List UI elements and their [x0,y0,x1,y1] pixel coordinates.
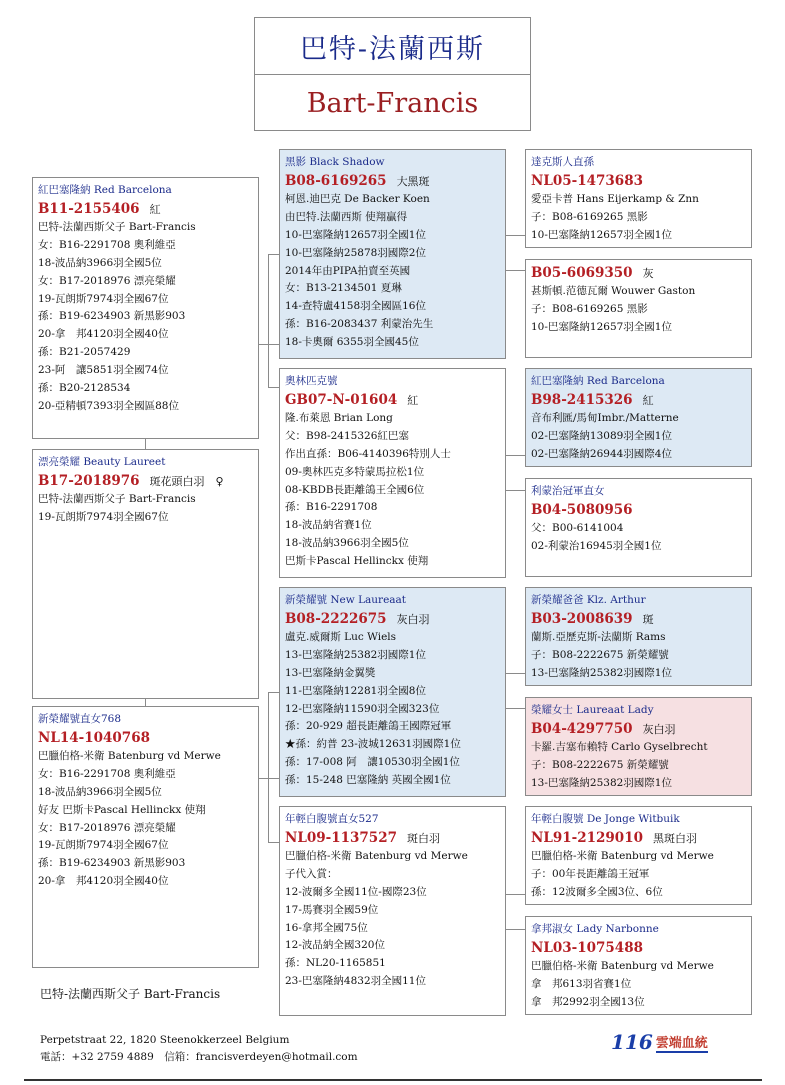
address: Perpetstraat 22, 1820 Steenokkerzeel Belgium [40,1034,290,1046]
pigeon-card-sib-dam [279,806,506,1016]
record-line: 女：B17-2018976 漂亮榮耀 [38,274,176,287]
record-line: 20-拿 邦4120羽全國40位 [38,875,169,888]
record-line: 16-拿邦全國75位 [285,921,368,934]
record-line: 09-奧林匹克多特蒙馬拉松1位 [285,465,425,478]
record-line: 12-波品納全國320位 [285,939,385,952]
record-line: 子：00年長距離鴿王冠軍 [531,867,650,880]
ring-number: B08-6169265 [285,172,387,189]
record-line: 愛亞卡普 Hans Eijerkamp & Znn [531,192,699,205]
record-line: 18-波品納省賽1位 [285,519,372,532]
ring-number: B98-2415326 [531,391,633,408]
record-line: 拿 邦613羽省賽1位 [531,977,632,990]
pigeon-card-sib-sire-dam [525,697,752,796]
record-line: 13-巴塞隆納25382羽國際1位 [285,648,426,661]
page-title-en: Bart-Francis [306,88,479,119]
record-line: 孫：15-248 巴塞隆納 英國全國1位 [285,774,451,787]
ring-number: NL03-1075488 [531,939,643,956]
record-line: 子：B08-2222675 新榮耀號 [531,648,669,661]
pigeon-card-sib-sire-sire [525,587,752,686]
ring-number: NL05-1473683 [531,172,643,189]
connector-line [506,708,525,709]
record-line: 02-巴塞隆納26944羽國際4位 [531,447,672,460]
record-line: 2014年由PIPA拍賣至英國 [285,264,411,277]
connector-line [506,235,525,236]
pigeon-name: 黑影 Black Shadow [285,156,385,168]
ring-row [531,939,746,958]
record-line: 好友 巴斯卡Pascal Hellinckx 使翔 [38,803,206,816]
title-box [254,17,531,131]
ring-row [531,172,746,191]
connector-line [145,699,146,706]
footer-divider [24,1079,762,1081]
ring-row [531,829,746,848]
ring-row [38,200,253,219]
record-line: 子代入賞： [285,867,338,880]
record-line: 08-KBDB長距離鴿王全國6位 [285,483,425,496]
record-line: 音布利匯/馬甸Imbr./Matterne [531,411,679,424]
record-line: 拿 邦2992羽全國13位 [531,995,645,1008]
ring-row [285,391,500,410]
record-line: 13-巴塞隆納25382羽國際1位 [531,666,672,679]
logo-text: 雲端血統 [656,1032,708,1053]
record-line: 女：B16-2291708 奧利維亞 [38,767,176,780]
connector-line [506,673,525,674]
pigeon-name: 新榮耀號直女768 [38,713,122,725]
record-line: 蘭斯.亞歷克斯-法蘭斯 Rams [531,630,666,643]
pigeon-name: 年輕白腹號直女527 [285,813,379,825]
record-line: 孫：B16-2083437 利蒙治先生 [285,318,434,331]
ring-row [285,610,500,629]
record-line: 19-瓦朗斯7974羽全國67位 [38,292,169,305]
pigeon-color: 斑白羽 [406,831,440,845]
record-line: 孫：B21-2057429 [38,346,131,359]
ring-number: B11-2155406 [38,200,140,217]
record-line: 12-巴塞隆納11590羽全國323位 [285,702,440,715]
record-line: 盧克.威爾斯 Luc Wiels [285,630,397,643]
record-line: 孫：12波爾多全國3位、6位 [531,885,663,898]
record-line: 13-巴塞隆納金翼獎 [285,666,376,679]
pigeon-name: 拿邦淑女 Lady Narbonne [531,923,659,935]
record-line: 18-波品納3966羽全國5位 [38,256,162,269]
connector-line [506,929,525,930]
connector-line [506,490,525,491]
ring-row [531,501,746,520]
ring-row [38,729,253,748]
pigeon-name: 新榮耀號 New Laureaat [285,594,407,606]
pigeon-card-sib-dam-sire [525,806,752,905]
ring-row [285,829,500,848]
record-line: 孫：B16-2291708 [285,501,378,514]
ring-number: NL14-1040768 [38,729,150,746]
pigeon-card-sib-dam-dam [525,916,752,1015]
pigeon-color: 紅 [149,202,161,216]
connector-line [268,387,279,388]
ring-number: B08-2222675 [285,610,387,627]
record-line: 14-查特盧4158羽全國區16位 [285,300,426,313]
ring-number: B04-4297750 [531,720,633,737]
pigeon-card-dam [279,368,506,578]
pigeon-card-sire [279,149,506,359]
pigeon-color: 灰白羽 [396,612,430,626]
record-line: 子：B08-6169265 黑影 [531,302,648,315]
record-line: 巴斯卡Pascal Hellinckx 使翔 [285,555,429,568]
connector-line [259,778,279,779]
record-line: 子：B08-6169265 黑影 [531,210,648,223]
ring-row [531,610,746,629]
pigeon-name: 紅巴塞隆納 Red Barcelona [38,184,172,196]
record-line: 13-巴塞隆納25382羽國際1位 [531,776,672,789]
page-title-zh: 巴特-法蘭西斯 [255,18,530,75]
record-line: 12-波爾多全國11位-國際23位 [285,885,427,898]
pigeon-card-sibling-beauty [32,449,259,699]
record-line: 巴臘伯格-米衛 Batenburg vd Merwe [531,849,714,862]
record-line: 女：B17-2018976 漂亮榮耀 [38,821,176,834]
record-line: 孫：B20-2128534 [38,382,131,395]
ring-number: GB07-N-01604 [285,391,398,408]
pigeon-name: 達克斯人直孫 [531,156,594,168]
connector-line [268,692,269,842]
ring-row [531,264,746,283]
record-line: 柯恩.迪巴克 De Backer Koen [285,192,430,205]
record-line: 10-巴塞隆納12657羽全國1位 [285,228,426,241]
pigeon-name: 榮耀女士 Laureaat Lady [531,704,654,716]
connector-line [268,692,279,693]
record-line: 23-阿 讓5851羽全國74位 [38,364,169,377]
record-line: 18-卡奧爾 6355羽全國45位 [285,336,419,349]
record-line: ★孫：約普 23-波城12631羽國際1位 [285,738,461,751]
pigeon-card-sib-sire [279,587,506,797]
pigeon-card-sire-dam [525,259,752,358]
connector-line [145,439,146,449]
pigeon-card-dam-dam [525,478,752,577]
pigeon-color: 灰白羽 [642,722,676,736]
ring-number: B04-5080956 [531,501,633,518]
record-line: 父：B00-6141004 [531,521,624,534]
record-line: 卡羅.吉塞布賴特 Carlo Gyselbrecht [531,740,708,753]
record-line: 10-巴塞隆納12657羽全國1位 [531,320,672,333]
ring-number: B05-6069350 [531,265,633,281]
connector-line [506,455,525,456]
record-line: 孫：B19-6234903 新黑影903 [38,310,186,323]
record-line: 17-馬賽羽全國59位 [285,903,379,916]
record-line: 19-瓦朗斯7974羽全國67位 [38,839,169,852]
pigeon-color: 紅 [642,393,654,407]
record-line: 02-巴塞隆納13089羽全國1位 [531,429,672,442]
pigeon-name: 漂亮榮耀 Beauty Laureet [38,456,166,468]
ring-row [531,391,746,410]
pigeon-card-subject [32,177,259,439]
record-line: 11-巴塞隆納12281羽全國8位 [285,684,426,697]
record-line: 由巴特.法蘭西斯 使翔贏得 [285,210,408,223]
pigeon-color: 斑 [642,612,654,626]
record-line: 巴特-法蘭西斯父子 Bart-Francis [38,492,196,505]
record-line: 10-巴塞隆納12657羽全國1位 [531,228,672,241]
ring-number: NL09-1137527 [285,829,397,846]
pigeon-card-dam-sire [525,368,752,467]
brand-logo[interactable] [611,1030,708,1054]
record-line: 作出直孫：B06-4140396特別人士 [285,447,451,460]
record-line: 女：B16-2291708 奧利維亞 [38,238,176,251]
connector-line [506,270,525,271]
pigeon-color: 大黑斑 [396,174,430,188]
connector-line [506,894,525,895]
record-line: 孫：NL20-1165851 [285,957,386,970]
pigeon-color: 紅 [407,393,419,407]
record-line: 23-巴塞隆納4832羽全國11位 [285,975,426,988]
connector-line [259,344,279,345]
owner-name: 巴特-法蘭西斯父子 Bart-Francis [40,987,221,1001]
ring-number: NL91-2129010 [531,829,643,846]
logo-number: 116 [611,1030,653,1054]
ring-number: B03-2008639 [531,610,633,627]
record-line: 20-拿 邦4120羽全國40位 [38,328,169,341]
record-line: 父：B98-2415326紅巴塞 [285,429,409,442]
pigeon-name: 年輕白腹號 De Jonge Witbuik [531,813,680,825]
record-line: 02-利蒙治16945羽全國1位 [531,539,662,552]
record-line: 18-波品納3966羽全國5位 [285,537,409,550]
pigeon-color: 黑斑白羽 [652,831,697,845]
pigeon-name: 奧林匹克號 [285,375,338,387]
contact-block [40,1032,358,1066]
record-line: 女：B13-2134501 夏琳 [285,282,402,295]
record-line: 孫：20-929 超長距離鴿王國際冠軍 [285,720,452,733]
pigeon-card-sire-sire [525,149,752,248]
ring-row [531,720,746,739]
record-line: 20-亞精頓7393羽全國區88位 [38,399,179,412]
record-line: 19-瓦朗斯7974羽全國67位 [38,510,169,523]
connector-line [268,254,279,255]
record-line: 子：B08-2222675 新榮耀號 [531,758,669,771]
record-line: 孫：B19-6234903 新黑影903 [38,857,186,870]
record-line: 孫：17-008 阿 讓10530羽全國1位 [285,756,460,769]
pigeon-name: 紅巴塞隆納 Red Barcelona [531,375,665,387]
pigeon-color: 斑花頭白羽 ♀ [149,474,224,488]
record-line: 18-波品納3966羽全國5位 [38,785,162,798]
ring-row [285,172,500,191]
record-line: 巴臘伯格-米衛 Batenburg vd Merwe [531,959,714,972]
connector-line [268,254,269,388]
pigeon-card-sibling-dam [32,706,259,968]
record-line: 巴臘伯格-米衛 Batenburg vd Merwe [285,849,468,862]
pigeon-name: 新榮耀爸爸 Klz. Arthur [531,594,646,606]
contact-line: 電話：+32 2759 4889 信箱：francisverdeyen@hotmail.com [40,1051,358,1063]
ring-number: B17-2018976 [38,472,140,489]
record-line: 隆.布萊恩 Brian Long [285,411,393,424]
pigeon-color: 灰 [642,267,654,280]
record-line: 巴特-法蘭西斯父子 Bart-Francis [38,220,196,233]
ring-row [38,472,253,491]
record-line: 10-巴塞隆納25878羽國際2位 [285,246,426,259]
record-line: 巴臘伯格-米衛 Batenburg vd Merwe [38,749,221,762]
pigeon-name: 利蒙治冠軍直女 [531,485,605,497]
record-line: 甚斯頓.范德瓦爾 Wouwer Gaston [531,285,696,297]
connector-line [268,842,279,843]
